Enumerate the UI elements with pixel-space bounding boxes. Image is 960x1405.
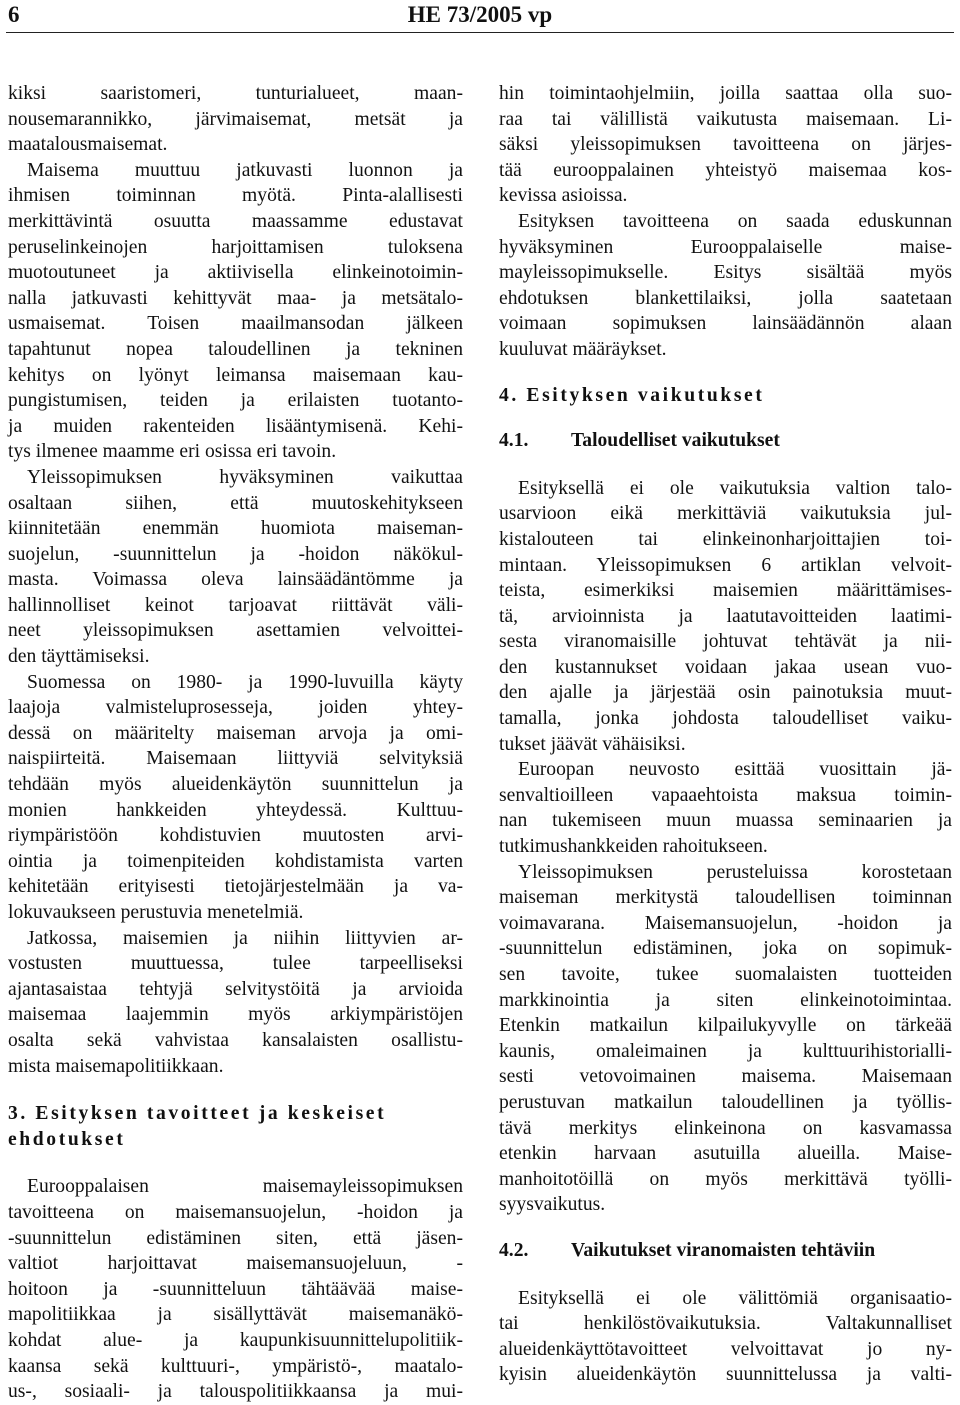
subsection-number: 4.1. xyxy=(499,430,529,452)
text-line: usarvioon eikä merkittäviä vaikutuksia jul- xyxy=(499,503,952,525)
text-line: markkinointia ja siten elinkeinotoimintaa. xyxy=(499,989,952,1011)
text-line: tehdään myös alueidenkäytön suunnittelun ja xyxy=(8,774,463,796)
paragraph-gap xyxy=(499,454,952,476)
section-heading: 4. Esityksen vaikutukset xyxy=(499,384,765,406)
text-line: dessä on määritelty maiseman arvoja ja omi- xyxy=(8,722,463,744)
text-line: Eurooppalaisen maisemayleissopimuksen xyxy=(27,1176,463,1198)
text-line: Esityksellä ei ole vaikutuksia valtion talo- xyxy=(518,477,952,499)
text-line: tai henkilöstövaikutuksia. Valtakunnalliset xyxy=(499,1313,952,1335)
text-line: valtiot harjoittavat maisemansuojeluun, - xyxy=(8,1253,463,1275)
text-line: kyisin alueidenkäytön suunnittelussa ja valti- xyxy=(499,1364,952,1386)
text-line: ointia ja toimenpiteiden kohdistamista varten xyxy=(8,850,463,872)
text-line: kiinnitetään enemmän huomiota maiseman- xyxy=(8,518,463,540)
text-line: voimavarana. Maisemansuojelun, -hoidon ja xyxy=(499,912,952,934)
text-line: nalla jatkuvasti kehittyvät maa- ja metsätalo- xyxy=(8,287,463,309)
text-line: voimaan sopimuksen lainsäädännön alaan xyxy=(499,313,952,335)
text-line: kevissa asioissa. xyxy=(499,185,628,207)
text-line: maatalousmaisemat. xyxy=(8,134,168,156)
paragraph-gap xyxy=(499,408,952,428)
subsection-heading xyxy=(499,428,952,454)
text-line: säksi yleissopimuksen tavoitteena on järjes- xyxy=(499,134,952,156)
text-line: kistalouteen tai elinkeinonharjoittajien toi- xyxy=(499,528,952,550)
subsection-title: Vaikutukset viranomaisten tehtäviin xyxy=(571,1239,876,1261)
text-line: tutkimushankkeiden rahoitukseen. xyxy=(499,836,768,858)
text-line: kiksi saaristomeri, tunturialueet, maan- xyxy=(8,83,463,104)
text-line: osalta sekä vahvistaa kansalaisten osallistu- xyxy=(8,1029,463,1051)
paragraph-gap xyxy=(8,1079,463,1101)
text-line: hyväksyminen Eurooppalaiselle maise- xyxy=(499,236,952,258)
text-line: kuuluvat määräykset. xyxy=(499,338,667,360)
text-line: Yleissopimuksen hyväksyminen vaikuttaa xyxy=(27,466,463,488)
text-line: peruselinkeinojen harjoittamisen tuloksena xyxy=(8,236,463,258)
text-line: tapahtunut nopea taloudellinen ja tekninen xyxy=(8,338,463,360)
text-line: nan tukemiseen muun muassa seminaarien ja xyxy=(499,810,952,832)
text-line: mista maisemapolitiikkaan. xyxy=(8,1055,224,1077)
text-line: pungistumisen, teiden ja erilaisten tuotanto- xyxy=(8,390,463,412)
text-line: nousemarannikko, järvimaisemat, metsät ja xyxy=(8,108,463,130)
text-line: merkittävintä osuutta maassamme edustavat xyxy=(8,210,463,232)
text-line: mayleissopimukselle. Esitys sisältää myös xyxy=(499,262,952,284)
text-line: sesti vetovoimainen maisema. Maisemaan xyxy=(499,1066,952,1088)
text-line: us-, sosiaali- ja talouspolitiikkaansa ja mui- xyxy=(8,1381,463,1403)
section-heading: ehdotukset xyxy=(8,1128,126,1150)
text-line: ajantasaistaa tehtyjä selvitystöitä ja arvioida xyxy=(8,978,463,1000)
text-line: suojelun, -suunnittelun ja -hoidon näkökul- xyxy=(8,543,463,565)
text-line: mapolitiikkaa ja sisällyttävät maisemanäkö- xyxy=(8,1304,463,1326)
text-line: manhoitotöillä on myös merkittävä työlli- xyxy=(499,1168,952,1190)
text-line: etenkin harvaan asutuilla alueilla. Maise- xyxy=(499,1143,952,1165)
text-line: Yleissopimuksen perusteluissa korostetaan xyxy=(518,861,952,883)
text-line: riympäristöön kohdistuvien muutosten arvi- xyxy=(8,825,463,847)
document-id: HE 73/2005 vp xyxy=(407,2,553,27)
text-line: tää eurooppalainen yhteistyö maisemaa kos- xyxy=(499,159,952,181)
text-line: den täyttämiseksi. xyxy=(8,646,150,668)
text-line: den ajalle ja järjestää osin painotuksia muut- xyxy=(499,682,952,704)
text-line: tys ilmenee maamme eri osissa eri tavoin. xyxy=(8,441,337,463)
text-line: sesta viranomaisille johtuvat tehtävät ja nii- xyxy=(499,631,952,653)
text-line: Euroopan neuvosto esittää vuosittain jä- xyxy=(518,759,952,781)
header-rule xyxy=(6,32,954,33)
text-line: muotoutuneet ja aktiivisella elinkeinotoimin- xyxy=(8,262,463,284)
subsection-title: Taloudelliset vaikutukset xyxy=(571,430,780,452)
section-heading: 3. Esityksen tavoitteet ja keskeiset xyxy=(8,1103,387,1125)
text-line: Esityksellä ei ole välittömiä organisaatio- xyxy=(518,1287,952,1309)
paragraph-gap xyxy=(499,1264,952,1286)
text-line: Etenkin matkailun kilpailukyvylle on tärkeää xyxy=(499,1015,952,1037)
text-line: hallinnolliset keinot tarjoavat riittävät väli- xyxy=(8,594,463,616)
paragraph-gap xyxy=(499,1218,952,1238)
text-line: maisemaa laajemmin myös arkiympäristöjen xyxy=(8,1004,463,1026)
text-line: mintaan. Yleissopimuksen 6 artiklan velvoit- xyxy=(499,554,952,576)
text-line: tamalla, jonka johdosta taloudelliset vaiku- xyxy=(499,708,952,730)
paragraph-gap xyxy=(499,363,952,383)
text-line: monien hankkeiden yhteydessä. Kulttuu- xyxy=(8,799,463,821)
text-line: laajoja valmisteluprosesseja, joiden yhtey- xyxy=(8,697,463,719)
text-line: Esityksen tavoitteena on saada eduskunnan xyxy=(518,210,952,232)
text-line: kehitys on lyönyt leimansa maisemaan kau- xyxy=(8,364,463,386)
text-line: Maisema muuttuu jatkuvasti luonnon ja xyxy=(27,159,463,181)
text-line: raa tai välillistä vaikutusta maisemaan. Li- xyxy=(499,108,952,130)
text-line: tavoitteena on maisemansuojelun, -hoidon ja xyxy=(8,1201,463,1223)
text-line: neet yleissopimuksen asettamien velvoittei- xyxy=(8,620,463,642)
subsection-heading xyxy=(499,1238,952,1264)
right-column xyxy=(499,81,952,1388)
text-line: ehdotuksen blankettilaiksi, jolla saatetaan xyxy=(499,287,952,309)
text-line: perustuvan matkailun taloudellinen ja työllis- xyxy=(499,1091,952,1113)
text-line: tä, arvioinnista ja laatutavoitteiden laatimi- xyxy=(499,605,952,627)
text-line: senvaltioilleen vapaaehtoista maksua toimin- xyxy=(499,784,952,806)
text-line: ja muiden rakenteiden lisääntymisenä. Kehi- xyxy=(8,415,463,437)
text-line: ihmisen toiminnan myötä. Pinta-alallisesti xyxy=(8,185,463,207)
text-line: osaltaan siihen, että muutoskehitykseen xyxy=(8,492,463,514)
text-line: naispiirteitä. Maisemaan liittyviä selvityksiä xyxy=(8,748,463,770)
paragraph-gap xyxy=(8,1152,463,1174)
left-column xyxy=(8,81,463,1405)
text-line: kohdat alue- ja kaupunkisuunnittelupolitiik- xyxy=(8,1329,463,1351)
text-line: Jatkossa, maisemien ja niihin liittyvien ar- xyxy=(27,927,463,949)
text-line: vostusten muuttuessa, tulee tarpeelliseksi xyxy=(8,953,463,975)
text-line: sen tavoite, tukee suomalaisten tuotteiden xyxy=(499,964,952,985)
text-line: kaansa sekä kulttuuri-, ympäristö-, maatalo- xyxy=(8,1355,463,1377)
text-line: kehitetään erityisesti tietojärjestelmään ja va- xyxy=(8,876,463,898)
text-line: tävä merkitys elinkeinona on kasvamassa xyxy=(499,1117,952,1139)
text-line: maiseman merkitystä taloudellisen toiminnan xyxy=(499,887,952,909)
text-line: -suunnittelun edistäminen, joka on sopimuk- xyxy=(499,938,952,960)
text-line: tukset jäävät vähäisiksi. xyxy=(499,733,686,755)
text-line: alueidenkäyttötavoitteet velvoittavat jo ny- xyxy=(499,1338,952,1360)
text-line: teista, esimerkiksi maisemien määrittämises- xyxy=(499,580,952,602)
text-line: hoitoon ja -suunnitteluun tähtäävää maise- xyxy=(8,1278,463,1300)
page-header xyxy=(0,0,960,30)
text-line: den kustannukset voidaan jakaa usean vuo- xyxy=(499,656,952,678)
subsection-number: 4.2. xyxy=(499,1239,529,1261)
text-line: Suomessa on 1980- ja 1990-luvuilla käyty xyxy=(27,671,463,693)
text-line: masta. Voimassa oleva lainsäädäntömme ja xyxy=(8,569,463,591)
page-number: 6 xyxy=(8,2,20,27)
text-line: syysvaikutus. xyxy=(499,1194,606,1216)
text-line: -suunnittelun edistäminen siten, että jäsen- xyxy=(8,1227,463,1249)
text-line: kaunis, omaleimainen ja kulttuurihistorialli- xyxy=(499,1040,952,1062)
text-line: hin toimintaohjelmiin, joilla saattaa olla suo- xyxy=(499,83,952,104)
text-line: lokuvaukseen perustuvia menetelmiä. xyxy=(8,902,304,923)
text-line: usmaisemat. Toisen maailmansodan jälkeen xyxy=(8,313,463,335)
